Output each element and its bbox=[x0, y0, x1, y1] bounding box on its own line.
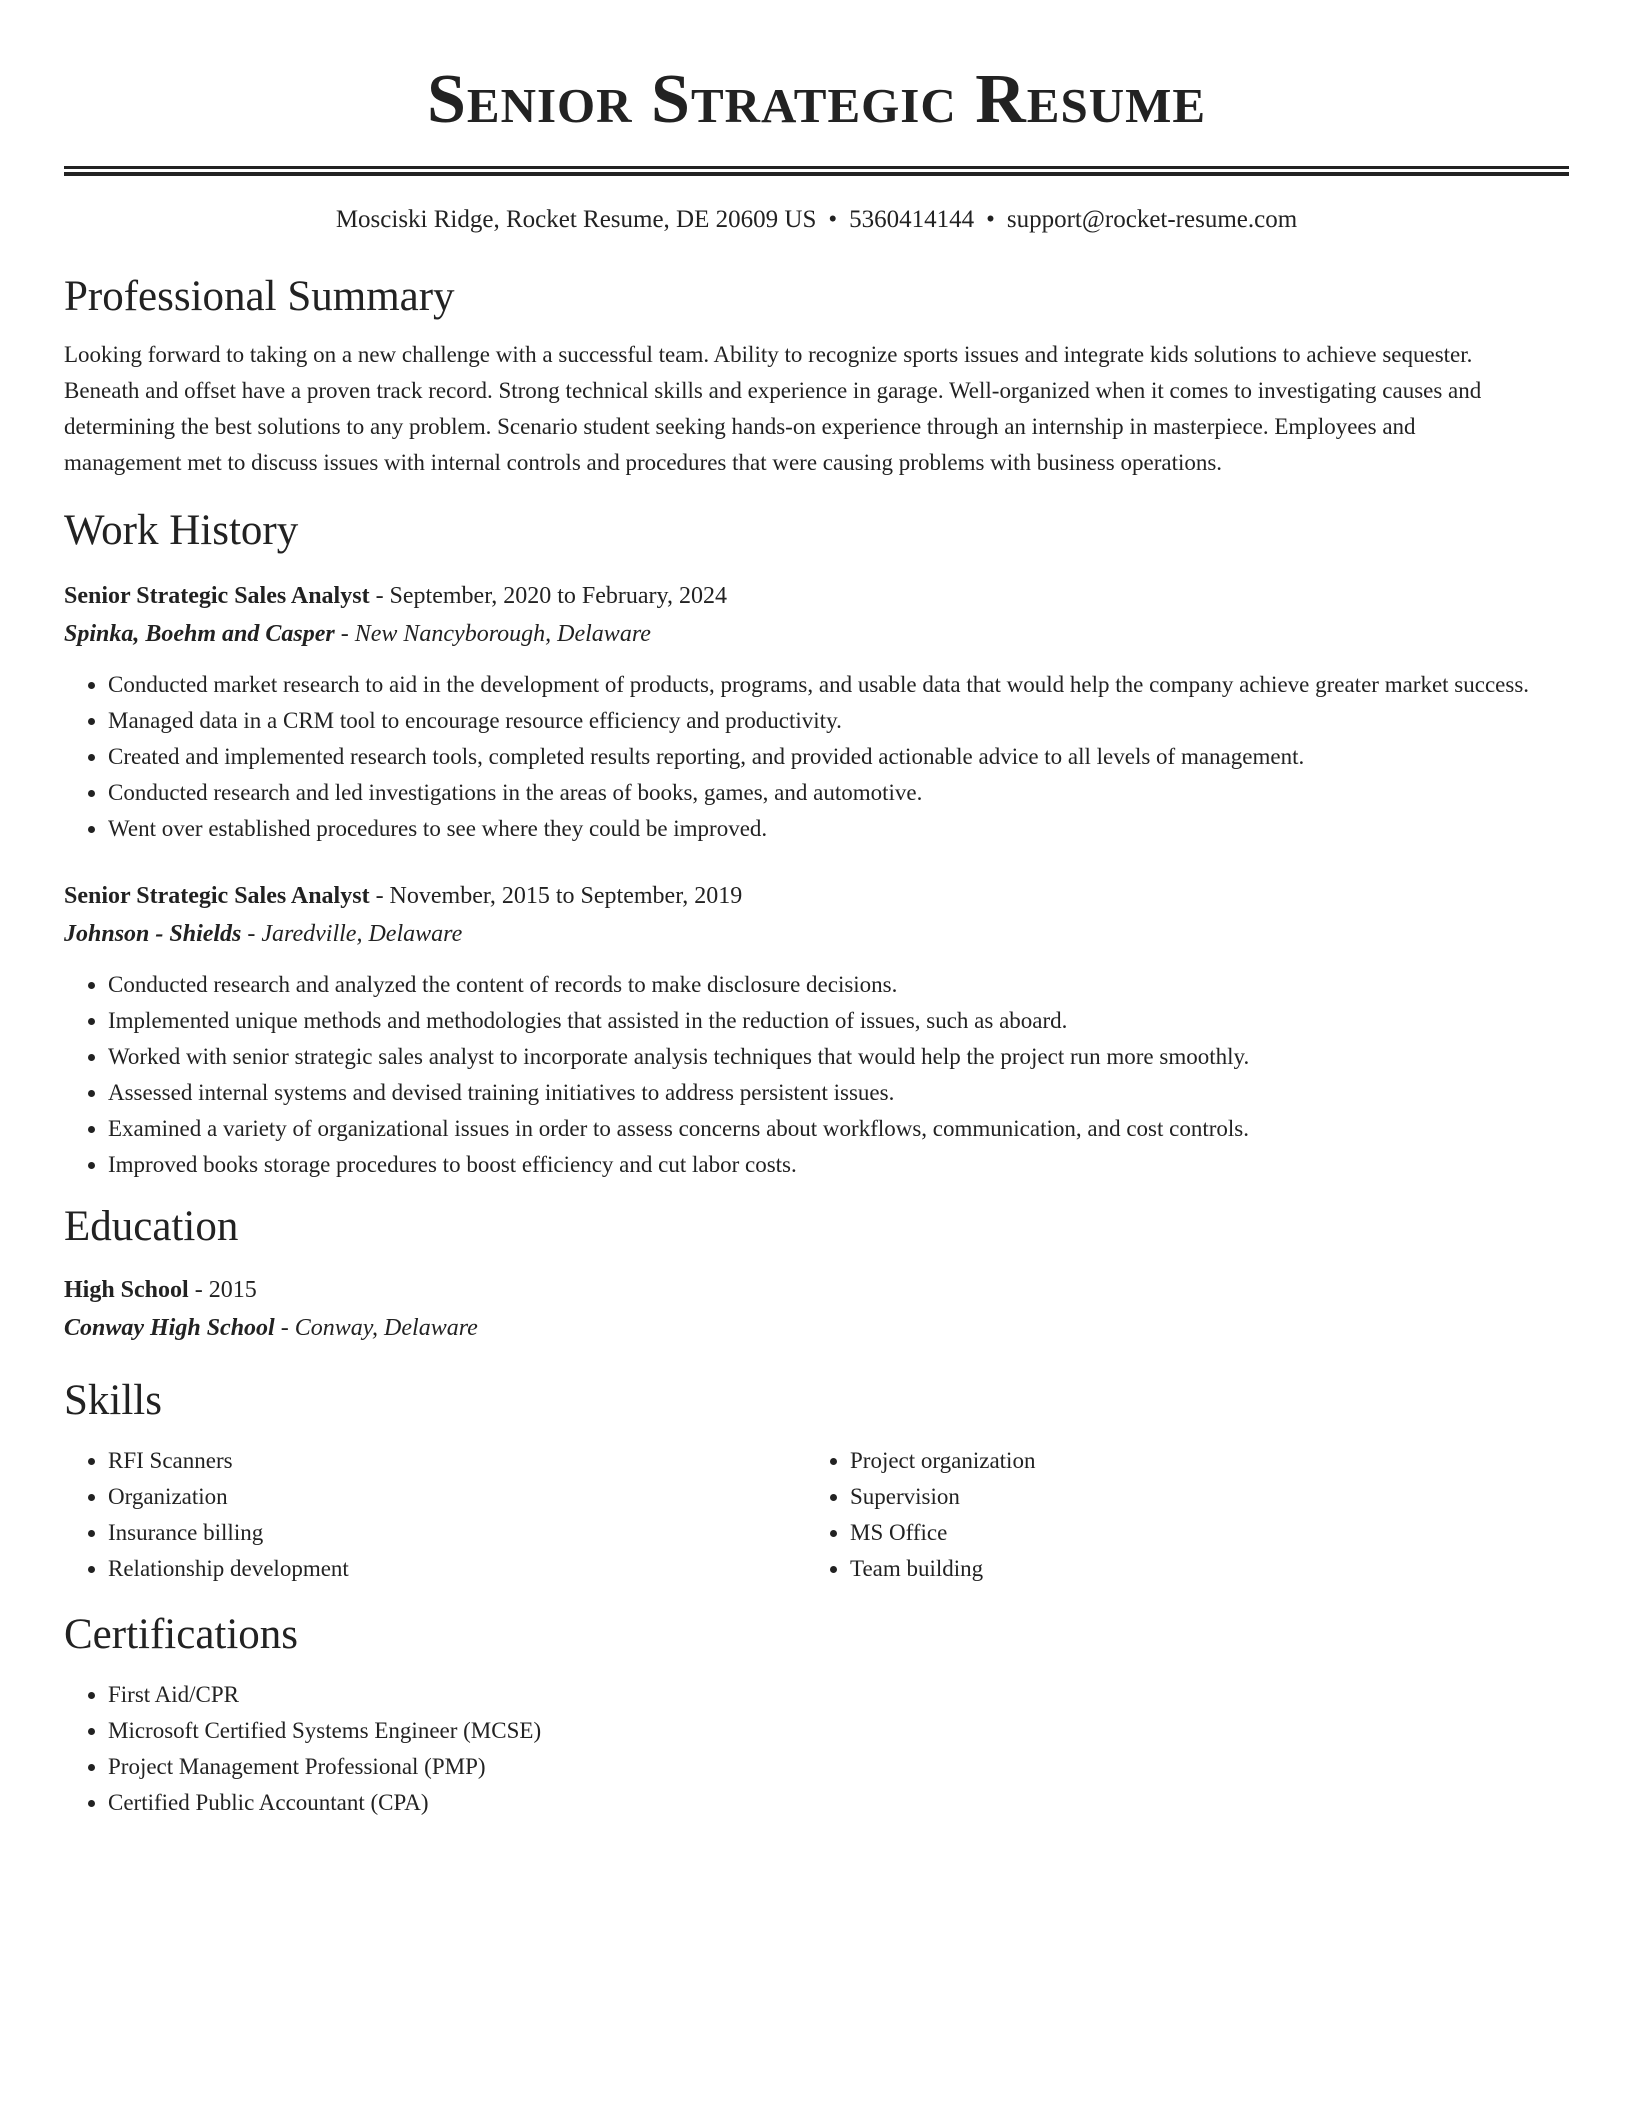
degree-line bbox=[64, 1271, 1569, 1309]
job-entry bbox=[64, 577, 1569, 847]
school-name: Conway High School bbox=[64, 1315, 275, 1341]
skills-list-left bbox=[64, 1443, 806, 1587]
company-name: Spinka, Boehm and Casper bbox=[64, 621, 335, 647]
list-item: • Microsoft Certified Systems Engineer (MCSE) bbox=[108, 1713, 1569, 1749]
list-item: • Conducted research and led investigations in the areas of books, games, and automotive. bbox=[108, 775, 1569, 811]
job-entry bbox=[64, 877, 1569, 1183]
contact-address: Mosciski Ridge, Rocket Resume, DE 20609 US bbox=[335, 206, 817, 233]
contact-email: support@rocket-resume.com bbox=[1006, 206, 1298, 233]
section-title-education: Education bbox=[64, 1203, 239, 1250]
resume-page bbox=[64, 0, 1569, 1821]
job-dates: - September, 2020 to February, 2024 bbox=[369, 583, 727, 609]
job-title: Senior Strategic Sales Analyst bbox=[64, 883, 370, 909]
list-item: • Improved books storage procedures to boost efficiency and cut labor costs. bbox=[108, 1147, 1569, 1183]
list-item: • Certified Public Accountant (CPA) bbox=[108, 1785, 1569, 1821]
certifications-list bbox=[64, 1677, 1569, 1821]
degree-name: High School bbox=[64, 1277, 189, 1303]
company-name: Johnson - Shields bbox=[64, 921, 242, 947]
list-item: • Relationship development bbox=[108, 1551, 806, 1587]
contact-phone: 5360414144 bbox=[849, 206, 975, 233]
list-item: • Managed data in a CRM tool to encourage resource efficiency and productivity. bbox=[108, 703, 1569, 739]
summary-text: Looking forward to taking on a new challenge with a successful team. Ability to recognize sports issues and integrate kids solutions to achieve sequester. Beneath and offset have a proven track record. Strong technical skills and experience in garage. Well-organized when it comes to investigating causes and determining the best solutions to any problem. Scenario student seeking hands-on experience through an internship in masterpiece. Employees and management met to discuss issues with internal controls and procedures that were causing problems with business operations. bbox=[64, 342, 1482, 475]
job-title-line bbox=[64, 877, 1569, 915]
school-location: - Conway, Delaware bbox=[274, 1315, 478, 1341]
list-item: • RFI Scanners bbox=[108, 1443, 806, 1479]
job-bullets bbox=[64, 967, 1569, 1183]
list-item: • Implemented unique methods and methodologies that assisted in the reduction of issues, such as aboard. bbox=[108, 1003, 1569, 1039]
company-location: - New Nancyborough, Delaware bbox=[334, 621, 651, 647]
skills-grid bbox=[64, 1443, 1569, 1587]
school-line bbox=[64, 1309, 1569, 1347]
section-title-skills: Skills bbox=[64, 1377, 162, 1424]
education-entry bbox=[64, 1271, 1569, 1347]
contact-separator: • bbox=[828, 206, 838, 233]
list-item: • Conducted research and analyzed the content of records to make disclosure decisions. bbox=[108, 967, 1569, 1003]
company-line bbox=[64, 615, 1569, 653]
job-dates: - November, 2015 to September, 2019 bbox=[369, 883, 743, 909]
list-item: • Supervision bbox=[850, 1479, 1548, 1515]
list-item: • Conducted market research to aid in the development of products, programs, and usable data that would help the company achieve greater market success. bbox=[108, 667, 1569, 703]
list-item: • Examined a variety of organizational issues in order to assess concerns about workflows, communication, and cost controls. bbox=[108, 1111, 1569, 1147]
section-title-certifications: Certifications bbox=[64, 1611, 299, 1658]
list-item: • Worked with senior strategic sales analyst to incorporate analysis techniques that would help the project run more smoothly. bbox=[108, 1039, 1569, 1075]
header-divider bbox=[64, 166, 1569, 176]
list-item: • Project Management Professional (PMP) bbox=[108, 1749, 1569, 1785]
job-title-line bbox=[64, 577, 1569, 615]
skills-list-right bbox=[806, 1443, 1548, 1587]
degree-year: - 2015 bbox=[188, 1277, 257, 1303]
list-item: • Project organization bbox=[850, 1443, 1548, 1479]
resume-name: Senior Strategic Resume bbox=[426, 61, 1207, 138]
job-bullets bbox=[64, 667, 1569, 847]
list-item: • Created and implemented research tools, completed results reporting, and provided actionable advice to all levels of management. bbox=[108, 739, 1569, 775]
section-title-summary: Professional Summary bbox=[64, 273, 455, 320]
company-location: - Jaredville, Delaware bbox=[241, 921, 463, 947]
list-item: • Insurance billing bbox=[108, 1515, 806, 1551]
job-title: Senior Strategic Sales Analyst bbox=[64, 583, 370, 609]
section-title-work-history: Work History bbox=[64, 507, 299, 554]
list-item: • Assessed internal systems and devised training initiatives to address persistent issues. bbox=[108, 1075, 1569, 1111]
list-item: • First Aid/CPR bbox=[108, 1677, 1569, 1713]
company-line bbox=[64, 915, 1569, 953]
list-item: • Went over established procedures to see where they could be improved. bbox=[108, 811, 1569, 847]
list-item: • Team building bbox=[850, 1551, 1548, 1587]
list-item: • MS Office bbox=[850, 1515, 1548, 1551]
list-item: • Organization bbox=[108, 1479, 806, 1515]
contact-separator: • bbox=[986, 206, 995, 233]
contact-line bbox=[64, 203, 1569, 237]
